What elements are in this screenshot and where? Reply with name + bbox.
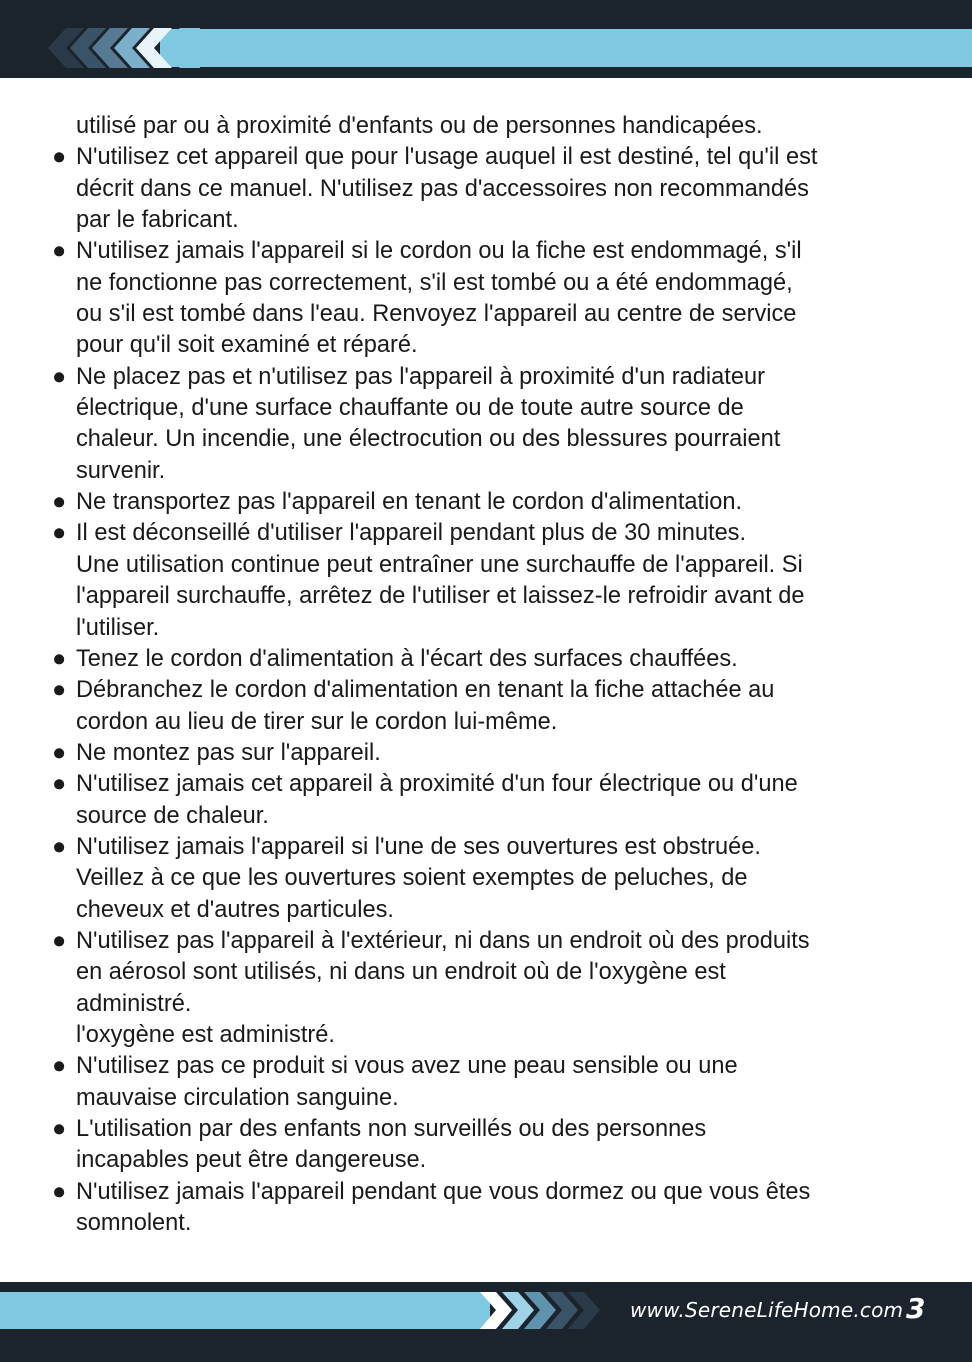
- bullet-line: [52, 487, 932, 518]
- text-line: [52, 613, 932, 644]
- line-text: cordon au lieu de tirer sur le cordon lui-même.: [76, 708, 558, 735]
- text-line: [52, 1083, 932, 1114]
- safety-instructions: [52, 111, 932, 1239]
- bullet-line: [52, 675, 932, 706]
- bullet-icon: ●: [52, 144, 67, 171]
- line-text: administré.: [76, 990, 192, 1017]
- line-text: Une utilisation continue peut entraîner une surchauffe de l'appareil. Si: [76, 551, 803, 578]
- bullet-icon: ●: [52, 771, 67, 798]
- header-blue-stripe: [160, 29, 972, 67]
- line-text: l'oxygène est administré.: [76, 1021, 335, 1048]
- bullet-line: [52, 832, 932, 863]
- text-line: [52, 957, 932, 988]
- text-line: [52, 989, 932, 1020]
- bullet-icon: ●: [52, 833, 67, 860]
- line-text: chaleur. Un incendie, une électrocution ou des blessures pourraient: [76, 426, 781, 453]
- line-text: N'utilisez pas ce produit si vous avez une peau sensible ou une: [76, 1053, 738, 1080]
- text-line: [52, 268, 932, 299]
- line-text: cheveux et d'autres particules.: [76, 896, 394, 923]
- text-line: [52, 456, 932, 487]
- line-text: en aérosol sont utilisés, ni dans un endroit où de l'oxygène est: [76, 959, 726, 986]
- text-line: [52, 330, 932, 361]
- bullet-line: [52, 236, 932, 267]
- footer-chevrons-icon: [0, 1282, 620, 1362]
- line-text: incapables peut être dangereuse.: [76, 1147, 427, 1174]
- line-text: l'appareil surchauffe, arrêtez de l'utiliser et laissez-le refroidir avant de: [76, 583, 805, 610]
- text-line: [52, 1145, 932, 1176]
- bullet-line: [52, 1177, 932, 1208]
- line-text: N'utilisez jamais l'appareil si l'une de ses ouvertures est obstruée.: [76, 833, 761, 860]
- bullet-icon: ●: [52, 1053, 67, 1080]
- line-text: N'utilisez pas l'appareil à l'extérieur, ni dans un endroit où des produits: [76, 927, 810, 954]
- line-text: pour qu'il soit examiné et réparé.: [76, 332, 418, 359]
- text-line: [52, 801, 932, 832]
- bullet-line: [52, 926, 932, 957]
- bullet-line: [52, 769, 932, 800]
- line-text: Ne transportez pas l'appareil en tenant le cordon d'alimentation.: [76, 489, 743, 516]
- line-text: survenir.: [76, 457, 166, 484]
- line-text: Tenez le cordon d'alimentation à l'écart des surfaces chauffées.: [76, 645, 738, 672]
- page-header-band: [0, 0, 972, 78]
- line-text: utilisé par ou à proximité d'enfants ou de personnes handicapées.: [76, 113, 763, 139]
- page-footer-band: [0, 1282, 972, 1362]
- bullet-line: [52, 644, 932, 675]
- bullet-line: [52, 362, 932, 393]
- text-line: [52, 174, 932, 205]
- text-line: [52, 205, 932, 236]
- page-number: 3: [906, 1292, 926, 1325]
- text-line: [52, 111, 932, 142]
- bullet-icon: ●: [52, 645, 67, 672]
- bullet-icon: ●: [52, 363, 67, 390]
- line-text: mauvaise circulation sanguine.: [76, 1084, 399, 1111]
- line-text: Ne montez pas sur l'appareil.: [76, 739, 381, 766]
- text-line: [52, 299, 932, 330]
- line-text: Ne placez pas et n'utilisez pas l'appareil à proximité d'un radiateur: [76, 363, 765, 390]
- bullet-icon: ●: [52, 739, 67, 766]
- text-line: [52, 707, 932, 738]
- line-text: Il est déconseillé d'utiliser l'appareil pendant plus de 30 minutes.: [76, 520, 747, 547]
- line-text: N'utilisez jamais l'appareil si le cordon ou la fiche est endommagé, s'il: [76, 238, 802, 265]
- website-url: www.SereneLifeHome.com: [630, 1298, 904, 1322]
- line-text: N'utilisez jamais cet appareil à proximité d'un four électrique ou d'une: [76, 771, 798, 798]
- text-line: [52, 1208, 932, 1239]
- bullet-icon: ●: [52, 489, 67, 516]
- bullet-icon: ●: [52, 1178, 67, 1205]
- bullet-icon: ●: [52, 520, 67, 547]
- bullet-icon: ●: [52, 927, 67, 954]
- bullet-icon: ●: [52, 677, 67, 704]
- text-line: [52, 424, 932, 455]
- line-text: ne fonctionne pas correctement, s'il est tombé ou a été endommagé,: [76, 269, 793, 296]
- text-line: [52, 895, 932, 926]
- text-line: [52, 1020, 932, 1051]
- bullet-line: [52, 1114, 932, 1145]
- header-chevrons-icon: [0, 0, 200, 78]
- line-text: L'utilisation par des enfants non surveillés ou des personnes: [76, 1116, 707, 1142]
- bullet-icon: ●: [52, 1116, 67, 1142]
- line-text: l'utiliser.: [76, 614, 160, 641]
- text-line: [52, 581, 932, 612]
- line-text: ou s'il est tombé dans l'eau. Renvoyez l'appareil au centre de service: [76, 301, 797, 328]
- line-text: Veillez à ce que les ouvertures soient exemptes de peluches, de: [76, 865, 748, 892]
- text-line: [52, 393, 932, 424]
- bullet-line: [52, 142, 932, 173]
- line-text: électrique, d'une surface chauffante ou de toute autre source de: [76, 395, 744, 422]
- bullet-line: [52, 518, 932, 549]
- bullet-icon: ●: [52, 238, 67, 265]
- bullet-line: [52, 738, 932, 769]
- line-text: N'utilisez cet appareil que pour l'usage auquel il est destiné, tel qu'il est: [76, 144, 818, 171]
- line-text: source de chaleur.: [76, 802, 269, 829]
- bullet-line: [52, 1051, 932, 1082]
- text-line: [52, 863, 932, 894]
- text-line: [52, 550, 932, 581]
- line-text: décrit dans ce manuel. N'utilisez pas d'accessoires non recommandés: [76, 175, 809, 202]
- line-text: par le fabricant.: [76, 207, 239, 234]
- line-text: Débranchez le cordon d'alimentation en tenant la fiche attachée au: [76, 677, 775, 704]
- line-text: N'utilisez jamais l'appareil pendant que vous dormez ou que vous êtes: [76, 1178, 811, 1205]
- line-text: somnolent.: [76, 1210, 192, 1237]
